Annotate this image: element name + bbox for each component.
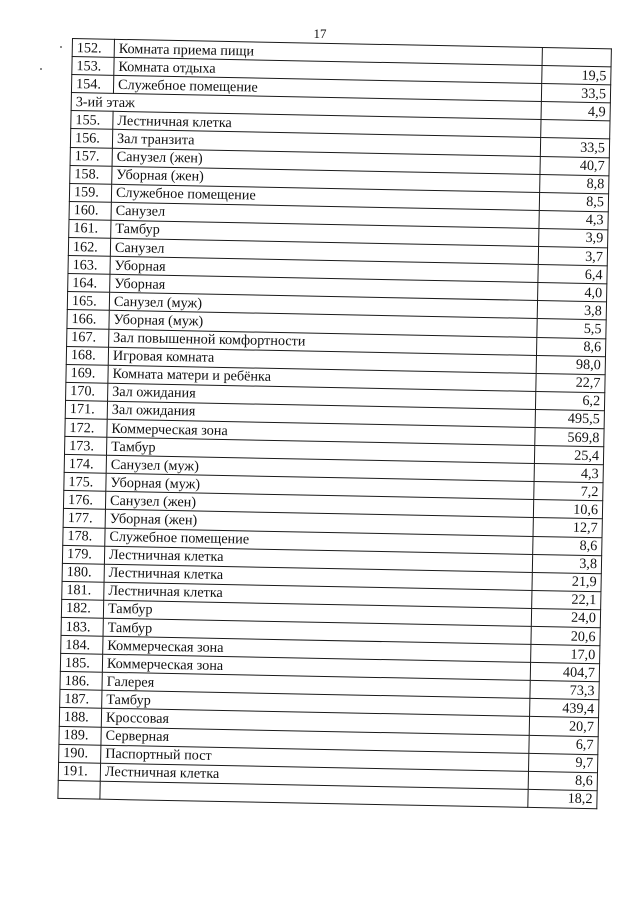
room-area-cell: 439,4: [530, 699, 599, 718]
scan-speck: [60, 46, 62, 48]
room-name-cell: Игровая комната: [108, 347, 536, 373]
room-area-cell: 8,6: [533, 536, 602, 555]
room-area-cell: 19,5: [542, 66, 611, 85]
room-name-cell: Лестничная клетка: [113, 112, 541, 138]
room-number-cell: 152.: [72, 39, 114, 58]
room-number-cell: 170.: [66, 382, 108, 401]
room-area-cell: 3,8: [537, 301, 606, 320]
room-area-cell: 7,2: [534, 482, 603, 501]
room-number-cell: 156.: [70, 129, 112, 148]
room-number-cell: 182.: [61, 599, 103, 618]
room-name-cell: Уборная (муж): [106, 473, 534, 499]
room-area-cell: 33,5: [540, 138, 609, 157]
room-name-cell: Санузел (жен): [105, 492, 533, 518]
room-area-cell: 4,0: [538, 283, 607, 302]
room-number-cell: [58, 780, 100, 799]
room-name-cell: Зал повышенной комфортности: [109, 329, 537, 355]
room-name-cell: Санузел (муж): [109, 293, 537, 319]
room-number-cell: 190.: [59, 744, 101, 763]
room-name-cell: Тамбур: [111, 220, 539, 246]
room-name-cell: Лестничная клетка: [104, 582, 532, 608]
room-name-cell: Санузел (муж): [106, 455, 534, 481]
room-number-cell: 165.: [67, 292, 109, 311]
room-area-cell: 33,5: [541, 84, 610, 103]
room-area-cell: 495,5: [535, 409, 604, 428]
room-area-cell: 3,7: [538, 247, 607, 266]
room-number-cell: 175.: [64, 473, 106, 492]
room-number-cell: 171.: [65, 400, 107, 419]
room-number-cell: 174.: [64, 455, 106, 474]
room-number-cell: 162.: [68, 238, 110, 257]
room-name-cell: Лестничная клетка: [104, 564, 532, 590]
room-name-cell: Тамбур: [103, 600, 531, 626]
room-number-cell: 153.: [72, 57, 114, 76]
room-area-cell: 9,7: [529, 753, 598, 772]
room-area-cell: 98,0: [536, 355, 605, 374]
room-name-cell: Коммерческая зона: [107, 419, 535, 445]
room-area-cell: 569,8: [535, 427, 604, 446]
room-number-cell: 157.: [70, 147, 112, 166]
room-name-cell: Лестничная клетка: [100, 763, 528, 789]
room-name-cell: Комната отдыха: [114, 57, 542, 83]
room-number-cell: 187.: [60, 690, 102, 709]
room-area-cell: [541, 120, 610, 139]
room-number-cell: 160.: [69, 201, 111, 220]
room-number-cell: 177.: [63, 509, 105, 528]
room-table-body: [58, 39, 611, 809]
room-name-cell: Санузел: [111, 202, 539, 228]
room-number-cell: 167.: [67, 328, 109, 347]
room-number-cell: 176.: [63, 491, 105, 510]
room-number-cell: 173.: [65, 436, 107, 455]
room-name-cell: Комната приема пищи: [114, 39, 542, 65]
room-area-cell: 6,2: [535, 391, 604, 410]
room-number-cell: 155.: [71, 111, 113, 130]
room-area-cell: 73,3: [530, 681, 599, 700]
room-name-cell: Зал ожидания: [108, 383, 536, 409]
room-name-cell: Санузел: [110, 238, 538, 264]
room-name-cell: Служебное помещение: [111, 184, 539, 210]
room-name-cell: Уборная (жен): [105, 510, 533, 536]
room-number-cell: 159.: [69, 183, 111, 202]
room-number-cell: 185.: [60, 654, 102, 673]
room-area-cell: 21,9: [532, 572, 601, 591]
room-number-cell: 166.: [67, 310, 109, 329]
room-number-cell: 169.: [66, 364, 108, 383]
room-name-cell: Зал ожидания: [107, 401, 535, 427]
room-area-cell: 404,7: [530, 663, 599, 682]
room-number-cell: 178.: [63, 527, 105, 546]
room-area-cell: 17,0: [531, 645, 600, 664]
room-area-cell: 12,7: [533, 518, 602, 537]
page-number: 17: [313, 26, 327, 41]
room-number-cell: 180.: [62, 563, 104, 582]
room-area-cell: 5,5: [537, 319, 606, 338]
room-area-cell: 10,6: [533, 500, 602, 519]
room-area-cell: 4,3: [534, 464, 603, 483]
room-name-cell: Коммерческая зона: [102, 654, 530, 680]
room-area-table: [57, 38, 612, 809]
room-number-cell: 191.: [58, 762, 100, 781]
room-number-cell: 163.: [68, 256, 110, 275]
room-area-cell: 20,7: [529, 717, 598, 736]
room-number-cell: 164.: [68, 274, 110, 293]
room-number-cell: 184.: [61, 635, 103, 654]
room-name-cell: Коммерческая зона: [103, 636, 531, 662]
room-name-cell: Служебное помещение: [113, 75, 541, 101]
room-name-cell: Уборная (жен): [112, 166, 540, 192]
scan-speck: [40, 68, 42, 70]
room-area-cell: 3,8: [532, 554, 601, 573]
room-area-cell: 8,6: [536, 337, 605, 356]
room-area-cell: 22,7: [536, 373, 605, 392]
room-name-cell: Санузел (жен): [112, 148, 540, 174]
room-name-cell: Зал транзита: [112, 130, 540, 156]
room-number-cell: 189.: [59, 726, 101, 745]
room-name-cell: Уборная: [110, 274, 538, 300]
room-number-cell: 154.: [71, 75, 113, 94]
room-area-cell: 22,1: [532, 590, 601, 609]
room-name-cell: Служебное помещение: [105, 528, 533, 554]
room-number-cell: 181.: [62, 581, 104, 600]
room-number-cell: 168.: [66, 346, 108, 365]
room-area-cell: 4,9: [541, 102, 610, 121]
room-number-cell: 186.: [60, 672, 102, 691]
room-number-cell: 172.: [65, 418, 107, 437]
room-number-cell: 183.: [61, 617, 103, 636]
room-area-cell: 8,6: [528, 771, 597, 790]
room-number-cell: 188.: [59, 708, 101, 727]
room-name-cell: Комната матери и ребёнка: [108, 365, 536, 391]
room-name-cell: Тамбур: [103, 618, 531, 644]
floor-heading: 3-ий этаж: [71, 93, 541, 120]
room-name-cell: Тамбур: [102, 691, 530, 717]
room-area-cell: 18,2: [528, 789, 597, 808]
room-name-cell: Тамбур: [106, 437, 534, 463]
room-area-cell: 8,8: [540, 174, 609, 193]
room-area-cell: [542, 48, 611, 67]
room-name-cell: Кроссовая: [101, 709, 529, 735]
room-area-cell: 20,6: [531, 626, 600, 645]
room-number-cell: 161.: [69, 219, 111, 238]
room-name-cell: Паспортный пост: [101, 745, 529, 771]
room-area-cell: 8,5: [539, 192, 608, 211]
room-number-cell: 179.: [62, 545, 104, 564]
room-area-cell: 6,7: [529, 735, 598, 754]
room-name-cell: Лестничная клетка: [104, 546, 532, 572]
room-table-sheet: [57, 38, 612, 809]
room-name-cell: Уборная: [110, 256, 538, 282]
room-area-cell: 6,4: [538, 265, 607, 284]
room-area-cell: 3,9: [539, 228, 608, 247]
room-name-cell: Галерея: [102, 672, 530, 698]
room-name-cell: Серверная: [101, 727, 529, 753]
room-number-cell: 158.: [70, 165, 112, 184]
room-area-cell: 24,0: [531, 608, 600, 627]
room-area-cell: 4,3: [539, 210, 608, 229]
room-area-cell: 40,7: [540, 156, 609, 175]
room-area-cell: 25,4: [534, 446, 603, 465]
room-name-cell: Уборная (муж): [109, 311, 537, 337]
